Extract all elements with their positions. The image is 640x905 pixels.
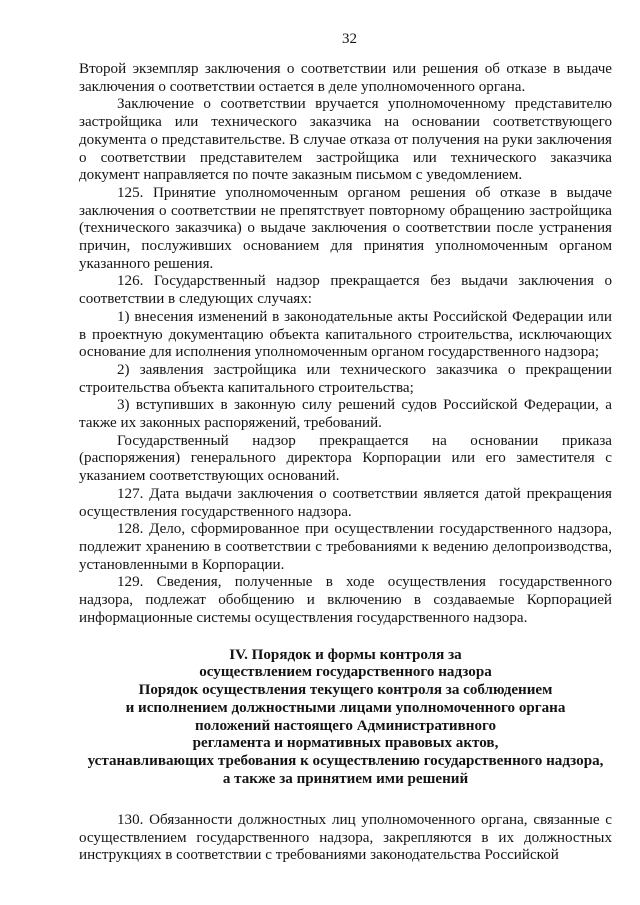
paragraph-129: 129. Сведения, полученные в ходе осуществления государственного надзора, подлежат обобщению и включению в создаваемые Корпорацией информационные системы осуществления государственного надзора. [79, 574, 612, 626]
heading-line: регламента и нормативных правовых актов, [192, 735, 499, 752]
paragraph-127: 127. Дата выдачи заключения о соответствии является датой прекращения осуществления государственного надзора. [79, 485, 612, 520]
heading-line: а также за принятием ими решений [222, 771, 469, 788]
paragraph-130: 130. Обязанности должностных лиц уполномоченного органа, связанные с осуществлением государственного надзора, закрепляются в их должностных инструкциях в соответствии с требованиями законодательства Российской [79, 811, 612, 864]
heading-line: IV. Порядок и формы контроля за [229, 646, 462, 663]
paragraph-termination-order: Государственный надзор прекращается на основании приказа (распоряжения) генерального директора Корпорации или его заместителя с указанием соответствующих оснований. [79, 432, 612, 485]
list-item-126-1: 1) внесения изменений в законодательные акты Российской Федерации или в проектную документацию объекта капитального строительства, исключающих основание для исполнения уполномоченным органом государственного надзора; [79, 308, 612, 361]
heading-line: Порядок осуществления текущего контроля за соблюдением [138, 682, 553, 699]
body-text [79, 61, 612, 628]
paragraph-128: 128. Дело, сформированное при осуществлении государственного надзора, подлежит хранению в соответствии с требованиями к ведению делопроизводства, установленными в Корпорации. [79, 521, 612, 573]
list-item-126-2: 2) заявления застройщика или технического заказчика о прекращении строительства объекта капитального строительства; [79, 361, 612, 396]
heading-line: осуществлением государственного надзора [199, 664, 492, 681]
paragraph-conclusion-delivery: Заключение о соответствии вручается уполномоченному представителю застройщика или технического заказчика на основании соответствующего документа о представительстве. В случае отказа от получения на руки заключения о соответствии представителем застройщика или технического заказчика документ направляется по почте заказным письмом с уведомлением. [79, 96, 612, 184]
heading-line: положений настоящего Административного [194, 717, 497, 734]
paragraph-second-copy: Второй экземпляр заключения о соответствии или решения об отказе в выдаче заключения о соответствии остается в деле уполномоченного органа. [79, 61, 612, 95]
body-text-continued [79, 812, 612, 865]
heading-line: устанавливающих требования к осуществлению государственного надзора, [87, 753, 604, 770]
paragraph-126: 126. Государственный надзор прекращается без выдачи заключения о соответствии в следующих случаях: [79, 273, 612, 308]
list-item-126-3: 3) вступивших в законную силу решений судов Российской Федерации, а также их законных распоряжений, требований. [79, 397, 612, 432]
section-heading-iv [79, 647, 612, 789]
paragraph-125: 125. Принятие уполномоченным органом решения об отказе в выдаче заключения о соответствии не препятствует повторному обращению застройщика (технического заказчика) о выдаче заключения о соответствии после устранения причин, послуживших основанием для принятия уполномоченным органом указанного решения. [79, 184, 612, 272]
heading-line: и исполнением должностными лицами уполномоченного органа [125, 699, 566, 716]
page-number: 32 [342, 31, 357, 47]
